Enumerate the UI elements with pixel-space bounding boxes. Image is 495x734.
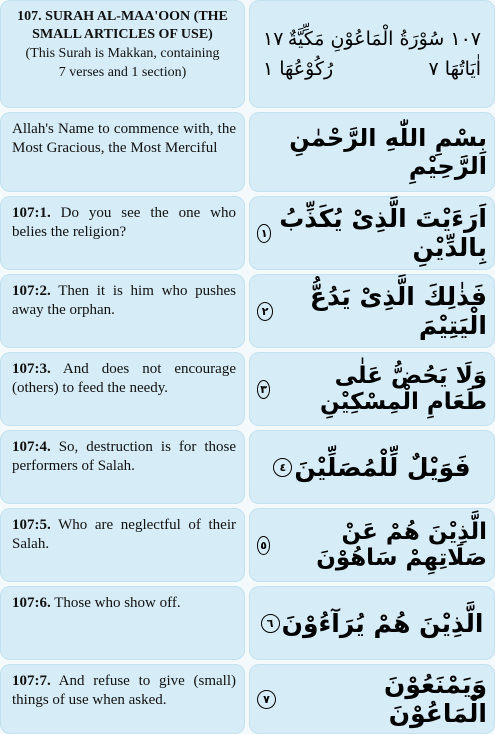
verse-arabic: فَوَيْلٌ لِّلْمُصَلِّيْنَ (294, 452, 471, 482)
surah-arabic-header-cell (249, 0, 495, 108)
bismillah-arabic: بِسْمِ اللّٰهِ الرَّحْمٰنِ الرَّحِيْمِ (289, 124, 487, 180)
verse-translation: And does not encourage (others) to feed the needy. (12, 361, 236, 396)
verse-arabic-cell (249, 586, 495, 660)
verse-translation: And refuse to give (small) things of use when asked. (12, 673, 236, 708)
verse-arabic: الَّذِيْنَ هُمْ يُرَآءُوْنَ (281, 608, 484, 638)
surah-subtitle-line-1: (This Surah is Makkan, containing (25, 46, 220, 61)
verse-arabic-cell (249, 274, 495, 348)
verse-number: 107:2. (12, 283, 51, 299)
verse-arabic-cell (249, 664, 495, 734)
verse-arabic: اَرَءَيْتَ الَّذِىْ يُكَذِّبُ بِالدِّيْنِ (279, 204, 487, 262)
verse-english-cell (0, 586, 245, 660)
verse-translation: Then it is him who pushes away the orphan. (12, 283, 236, 318)
arabic-surah-name: ١٠٧ سُوْرَةُ الْمَاعُوْنِ مَكِّيَّةٌ (287, 28, 481, 50)
verse-number: 107:4. (12, 439, 51, 455)
verse-english-cell (0, 274, 245, 348)
verse-english-cell (0, 664, 245, 734)
verse-arabic-cell (249, 508, 495, 582)
verse-english-cell (0, 430, 245, 504)
arabic-header-row-1 (263, 28, 481, 50)
bismillah-english-cell (0, 112, 245, 192)
ayah-end-marker: ٥ (257, 536, 270, 555)
verse-number: 107:1. (12, 205, 51, 221)
ayah-end-marker: ٢ (257, 302, 273, 321)
bismillah-arabic-cell (249, 112, 495, 192)
verse-number: 107:7. (12, 673, 51, 689)
bismillah-english: Allah's Name to commence with, the Most Gracious, the Most Merciful (12, 121, 236, 156)
verse-arabic: وَلَا يَحُضُّ عَلٰى طَعَامِ الْمِسْكِيْنِ (320, 363, 487, 415)
verse-number: 107:5. (12, 517, 51, 533)
verse-number: 107:6. (12, 595, 51, 611)
surah-title-line-2: SMALL ARTICLES OF USE) (32, 27, 213, 42)
verse-translation: So, destruction is for those performers of Salah. (12, 439, 236, 474)
surah-title-line-1: 107. SURAH AL-MAA'OON (THE (17, 9, 228, 24)
ayah-end-marker: ١ (257, 224, 271, 243)
verse-arabic-cell (249, 430, 495, 504)
ayah-end-marker: ٣ (257, 380, 270, 399)
verse-arabic-cell (249, 196, 495, 270)
verse-translation: Those who show off. (50, 595, 181, 611)
arabic-header-row-2 (263, 58, 481, 80)
verse-arabic: وَيَمْنَعُوْنَ الْمَاعُوْنَ (383, 670, 487, 728)
verse-translation: Do you see the one who belies the religion? (12, 205, 236, 240)
ayah-end-marker: ٤ (273, 458, 292, 477)
surah-subtitle-line-2: 7 verses and 1 section) (58, 65, 187, 80)
surah-title-cell (0, 0, 245, 108)
verse-arabic: فَذٰلِكَ الَّذِىْ يَدُعُّ الْيَتِيْمَ (309, 282, 487, 340)
verse-arabic-cell (249, 352, 495, 426)
verse-english-cell (0, 196, 245, 270)
ayah-end-marker: ٧ (257, 690, 276, 709)
arabic-section-count: رُكُوْعُهَا ١ (263, 58, 334, 80)
verse-arabic: الَّذِيْنَ هُمْ عَنْ صَلَاتِهِمْ سَاهُوْنَ (316, 519, 487, 571)
verse-translation: Who are neglectful of their Salah. (12, 517, 236, 552)
arabic-verse-count: اٰيَاتُهَا ٧ (428, 58, 481, 80)
verse-english-cell (0, 508, 245, 582)
verse-number: 107:3. (12, 361, 51, 377)
ayah-end-marker: ٦ (261, 614, 280, 633)
verse-english-cell (0, 352, 245, 426)
arabic-surah-order: ١٧ (263, 28, 284, 50)
